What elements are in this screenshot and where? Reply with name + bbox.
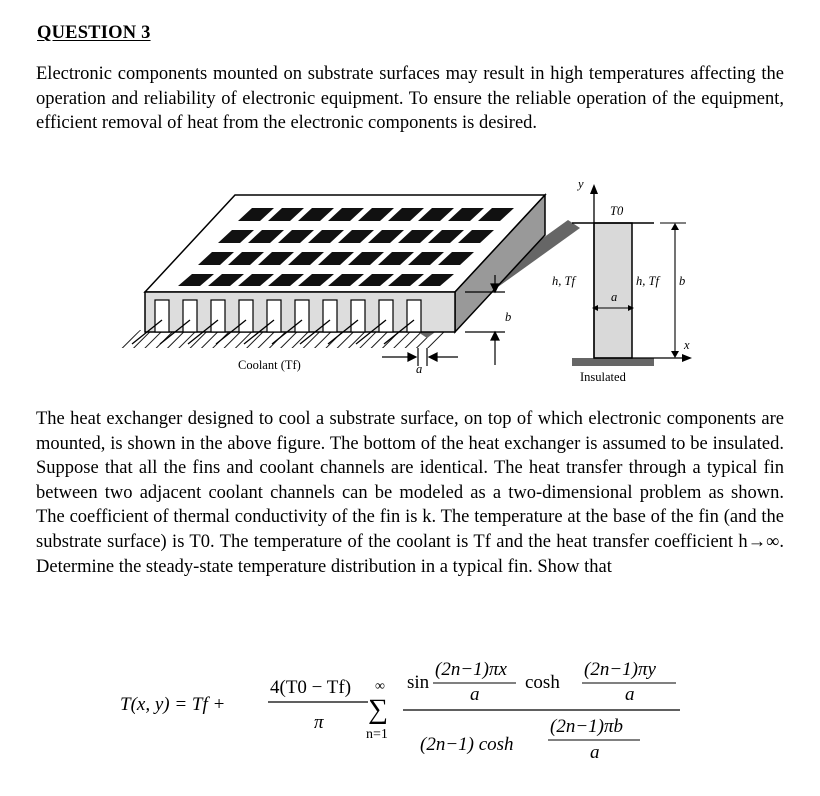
temperature-formula: [120, 650, 700, 770]
sum-upper-limit: ∞: [375, 679, 385, 694]
insulated-label: Insulated: [580, 370, 626, 384]
a-dimension-label: a: [416, 362, 423, 376]
cosh-function: cosh: [525, 672, 560, 693]
b-right-label: b: [679, 274, 686, 288]
question-heading: QUESTION 3: [37, 23, 151, 43]
coolant-label: Coolant (Tf): [238, 358, 301, 372]
sum-lower-limit: n=1: [366, 727, 388, 742]
summation-symbol: ∑: [368, 694, 388, 725]
h-tf-left-label: h, Tf: [552, 274, 575, 288]
t0-label: T0: [610, 204, 624, 218]
problem-paragraph: The heat exchanger designed to cool a substrate surface, on top of which electronic components are mounted, is shown in the above figure. The bottom of the heat exchanger is assumed to be insulated. Suppose that all the fins and coolant channels are identical. The heat transfer through a typical fin between two adjacent coolant channels can be modeled as a two-dimensional problem as shown. The coefficient of thermal conductivity of the fin is k. The temperature at the base of the fin (and the substrate surface) is T0. The temperature of the coolant is Tf and the heat transfer coefficient h→∞. Determine the steady-state temperature distribution in a typical fin. Show that: [36, 409, 784, 577]
x-axis-label: x: [684, 338, 690, 352]
formula-pi: π: [314, 712, 324, 733]
formula-lhs: T(x, y) = Tf +: [120, 694, 226, 715]
fin-model: [572, 184, 692, 366]
sin-function: sin: [407, 672, 430, 693]
cosh-argument: (2n−1)πy: [584, 659, 656, 680]
sin-argument: (2n−1)πx: [435, 659, 507, 680]
b-dimension-label: b: [505, 310, 512, 324]
sin-divisor: a: [470, 684, 480, 705]
y-axis-label: y: [578, 177, 584, 191]
heat-exchanger-figure: [120, 177, 700, 385]
denominator-divisor: a: [590, 742, 600, 763]
cosh-divisor: a: [625, 684, 635, 705]
formula-coefficient: 4(T0 − Tf): [270, 677, 352, 698]
intro-paragraph: Electronic components mounted on substrate surfaces may result in high temperatures affecting the operation and reliability of electronic equipment. To ensure the reliable operation of the equipment, efficient removal of heat from the electronic components is desired.: [36, 64, 784, 134]
a-right-label: a: [611, 290, 618, 304]
denominator-argument: (2n−1)πb: [550, 716, 623, 737]
h-tf-right-label: h, Tf: [636, 274, 659, 288]
denominator-coefficient: (2n−1) cosh: [420, 734, 514, 755]
